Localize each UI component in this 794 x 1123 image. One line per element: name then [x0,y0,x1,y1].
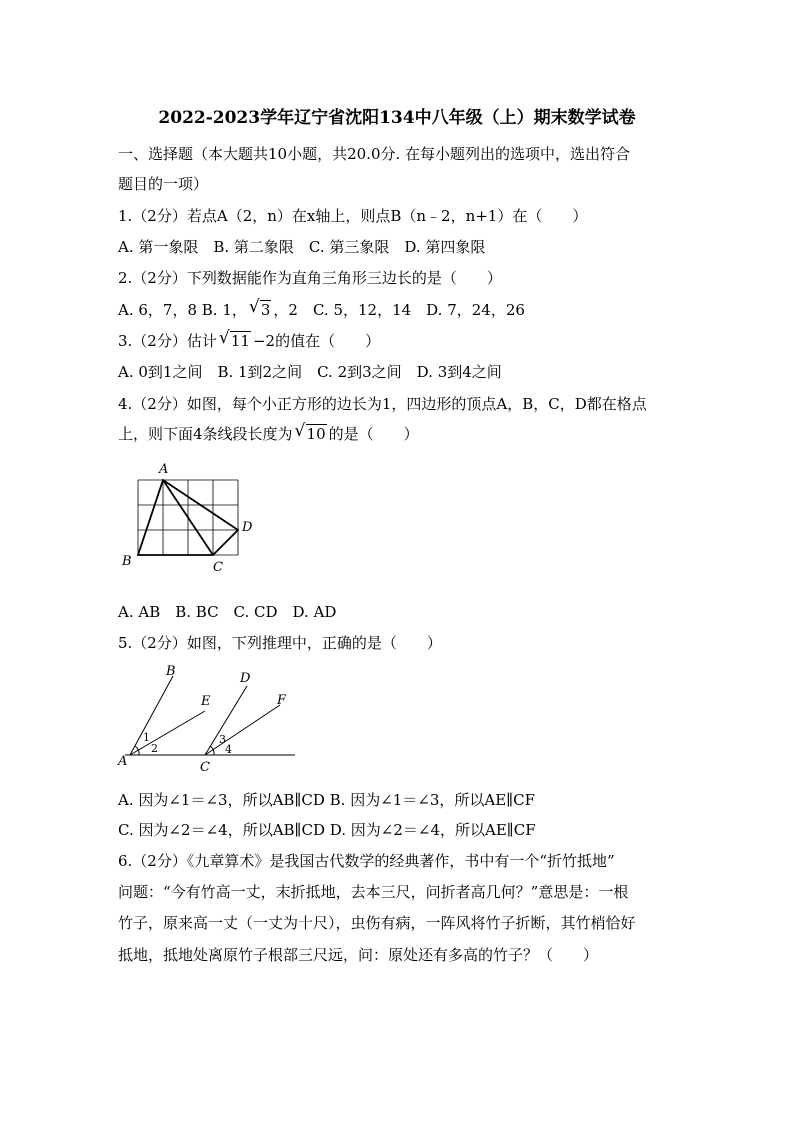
section-heading-line2: 题目的一项） [118,175,209,193]
q5-options-ab: A. 因为∠1＝∠3，所以AB∥CD B. 因为∠1＝∠3，所以AE∥CF [118,791,536,809]
label-f: F [277,693,287,708]
q5-options-cd: C. 因为∠2＝∠4，所以AB∥CD D. 因为∠2＝∠4，所以AE∥CF [118,821,536,839]
label-c: C [200,760,210,775]
q5-angle-figure [115,660,300,775]
q4-stem-post: 的是（ ） [328,425,419,443]
ray-cf [205,705,280,755]
q2-stem: 2.（2分）下列数据能作为直角三角形三边长的是（ ） [118,269,502,287]
q2-options-post: ，2 C. 5，12，14 D. 7，24，26 [273,301,525,319]
q6-line1: 6.（2分）《九章算术》是我国古代数学的经典著作，书中有一个“折竹抵地” [118,852,615,870]
sqrt-3: √ 3 [248,297,271,319]
q1-stem: 1.（2分）若点A（2，n）在x轴上，则点B（n﹣2，n+1）在（ ） [118,207,588,225]
label-a: A [159,462,169,477]
angle-4-label: 4 [225,743,232,756]
label-d: D [242,520,253,535]
sqrt-11: √ 11 [218,328,250,350]
q5-stem: 5.（2分）如图，下列推理中，正确的是（ ） [118,634,442,652]
angle-2-label: 2 [151,742,158,755]
label-b: B [122,554,132,569]
q3-stem [118,328,381,351]
q6-line2: 问题：“今有竹高一丈，末折抵地，去本三尺，问折者高几何？”意思是：一根 [118,883,629,901]
page-title: 2022-2023学年辽宁省沈阳134中八年级（上）期末数学试卷 [158,108,636,128]
q1-options: A. 第一象限 B. 第二象限 C. 第三象限 D. 第四象限 [118,238,486,256]
q4-grid-figure [115,455,260,580]
label-a: A [118,754,128,769]
label-d: D [240,671,251,686]
angle-1-label: 1 [143,731,150,744]
q3-options: A. 0到1之间 B. 1到2之间 C. 2到3之间 D. 3到4之间 [118,363,502,381]
q2-options [118,297,525,320]
q6-line3: 竹子，原来高一丈（一丈为十尺），虫伤有病，一阵风将竹子折断，其竹梢恰好 [118,914,636,932]
q4-options: A. AB B. BC C. CD D. AD [118,603,337,621]
q3-stem-pre: 3.（2分）估计 [118,332,217,350]
q3-stem-post: −2的值在（ ） [252,332,381,350]
q4-stem-pre: 上，则下面4条线段长度为 [118,425,293,443]
sqrt-10: √ 10 [294,421,326,443]
q2-options-pre: A. 6，7，8 B. 1， [118,301,247,319]
section-heading-line1: 一、选择题（本大题共10小题，共20.0分. 在每小题列出的选项中，选出符合 [118,145,631,163]
angle-3-label: 3 [219,733,226,746]
q6-line4: 抵地，抵地处离原竹子根部三尺远，问：原处还有多高的竹子？（ ） [118,946,599,964]
label-e: E [201,694,211,709]
q4-stem-line1: 4.（2分）如图，每个小正方形的边长为1，四边形的顶点A，B，C，D都在格点 [118,395,647,413]
label-b: B [166,664,176,679]
q4-stem-line2 [118,421,419,444]
ray-ae [130,711,205,755]
label-c: C [213,560,223,575]
